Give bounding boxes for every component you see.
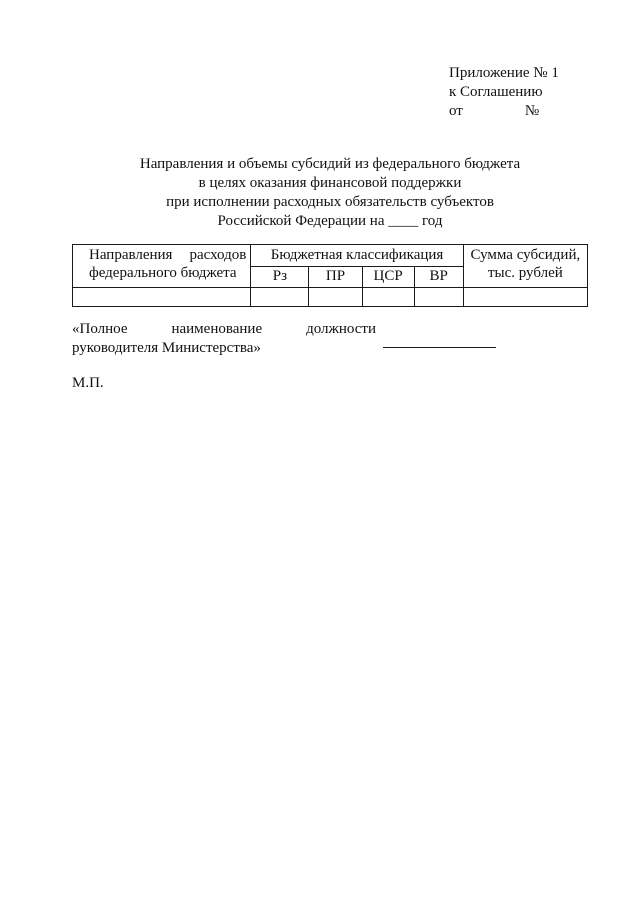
subheader-vr: ВР	[414, 267, 463, 288]
directions-header-line2: федерального бюджета	[89, 265, 237, 281]
title-line-1: Направления и объемы субсидий из федерального бюджета	[139, 156, 521, 172]
title-line-2: в целях оказания финансовой поддержки	[198, 175, 462, 191]
empty-cell-rz	[251, 288, 309, 307]
empty-cell-vr	[414, 288, 463, 307]
directions-header-word1: Направления	[89, 247, 173, 263]
annex-block	[449, 64, 559, 121]
annex-agreement-ref: к Соглашению	[449, 84, 543, 100]
directions-header-cell	[73, 245, 251, 288]
empty-cell-pr	[309, 288, 362, 307]
annex-number-label: №	[524, 103, 540, 119]
signature-word2: наименование	[171, 321, 263, 337]
budget-classification-header: Бюджетная классификация	[251, 245, 463, 267]
subheader-csr: ЦСР	[362, 267, 414, 288]
table-row	[73, 288, 588, 307]
subheader-pr: ПР	[309, 267, 362, 288]
signature-line2: руководителя Министерства»	[72, 340, 261, 356]
title-line-3: при исполнении расходных обязательств субъектов	[166, 194, 494, 210]
sum-header-line1: Сумма субсидий,	[470, 247, 581, 263]
signature-block	[72, 320, 376, 358]
stamp-placeholder: М.П.	[72, 375, 104, 391]
annex-date-number	[449, 102, 559, 121]
empty-cell-sum	[463, 288, 587, 307]
subheader-rz: Рз	[251, 267, 309, 288]
sum-header-cell	[463, 245, 587, 288]
directions-header-word2: расходов	[189, 247, 247, 263]
table-header-row	[73, 245, 588, 267]
empty-cell-directions	[73, 288, 251, 307]
empty-cell-csr	[362, 288, 414, 307]
sum-header-line2: тыс. рублей	[487, 265, 563, 281]
annex-from-label: от	[449, 103, 463, 119]
subsidy-table	[72, 244, 588, 307]
signature-word3: должности	[306, 321, 376, 337]
signature-word1: «Полное	[72, 321, 128, 337]
signature-blank-line	[383, 347, 496, 348]
document-title	[100, 155, 560, 231]
annex-title: Приложение № 1	[449, 65, 559, 81]
title-line-4: Российской Федерации на ____ год	[217, 213, 443, 229]
